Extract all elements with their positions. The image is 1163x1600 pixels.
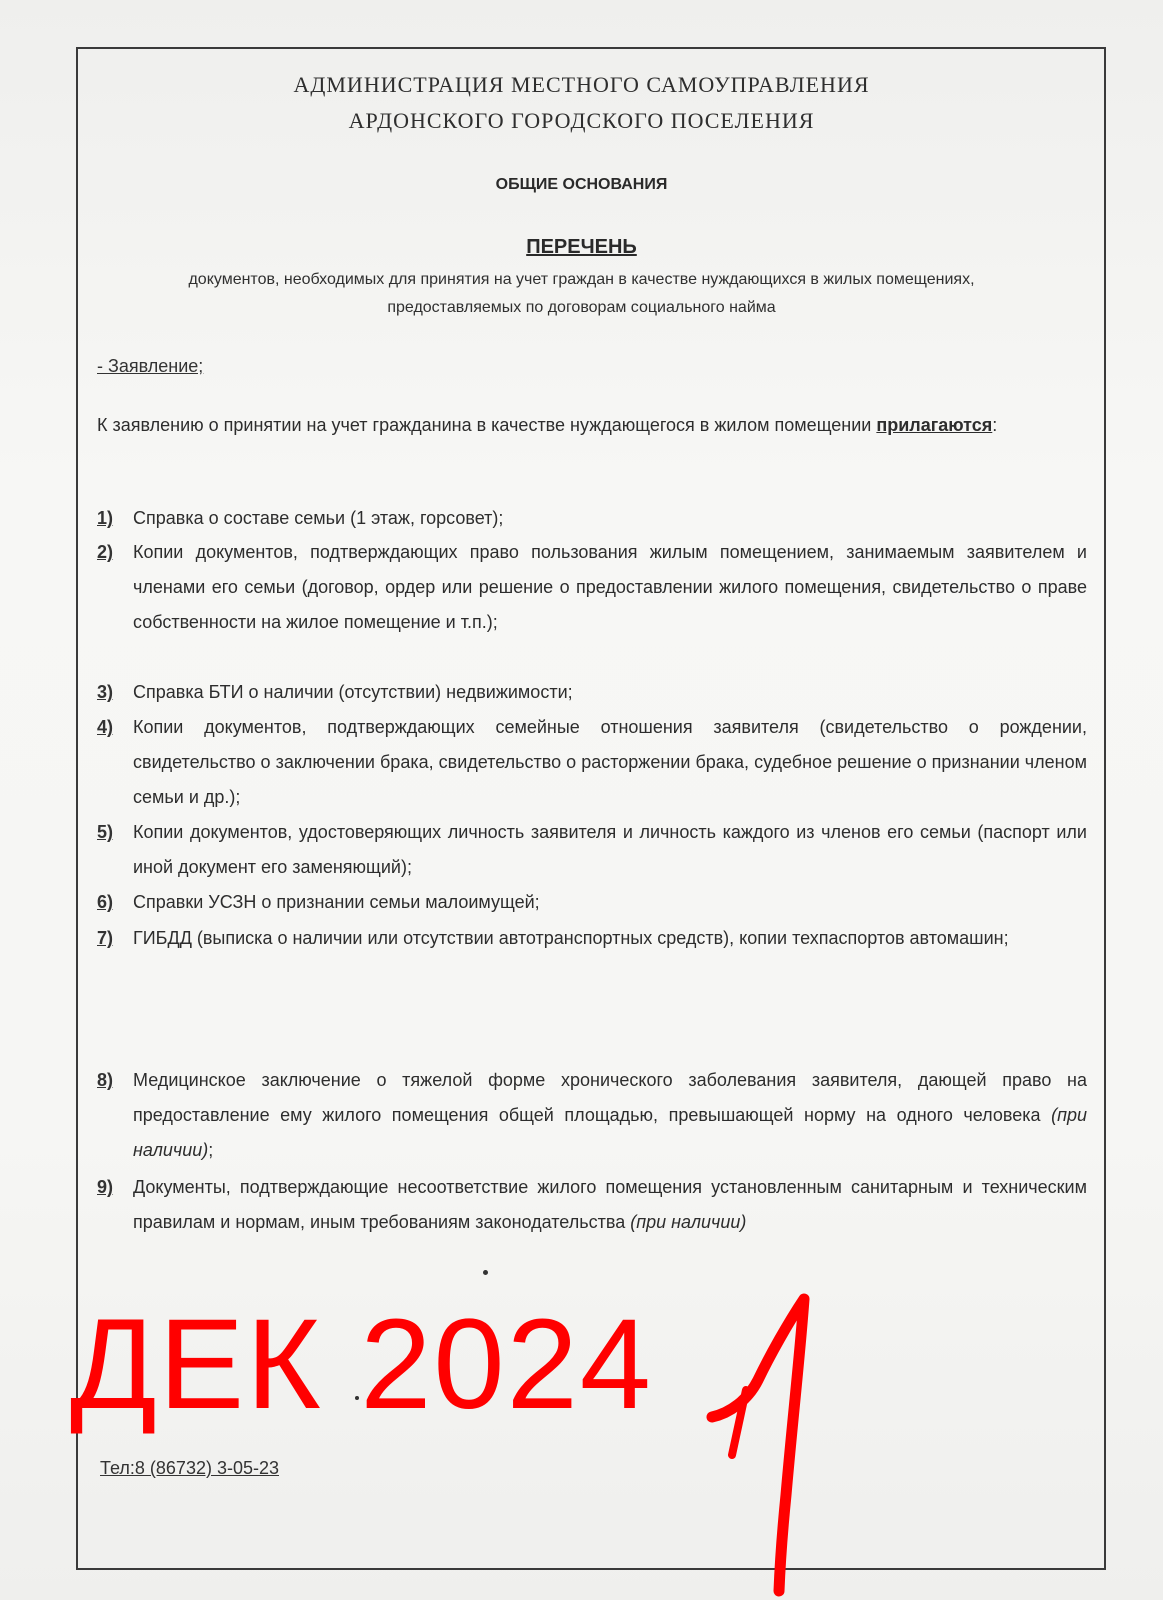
section-heading: ОБЩИЕ ОСНОВАНИЯ <box>495 176 668 193</box>
item-text: Справки УСЗН о признании семьи малоимущей; <box>133 892 540 912</box>
item-number: 4) <box>97 717 114 737</box>
list-item <box>97 885 1087 920</box>
item-text: Копии документов, удостоверяющих личность заявителя и личность каждого из членов его семьи (паспорт или иной документ его заменяющий); <box>133 822 1087 877</box>
item-text: Копии документов, подтверждающих семейные отношения заявителя (свидетельство о рождении, свидетельство о заключении брака, свидетельство о расторжении брака, судебное решение о признании членом семьи и др.); <box>133 717 1087 807</box>
handwritten-mark <box>700 1285 820 1600</box>
item-number: 1) <box>97 508 114 528</box>
list-title: ПЕРЕЧЕНЬ <box>526 236 637 258</box>
item-number: 8) <box>97 1070 114 1090</box>
list-item <box>97 535 1087 640</box>
item-number: 9) <box>97 1177 114 1197</box>
list-item <box>97 1063 1087 1168</box>
phone-number: Тел:8 (86732) 3-05-23 <box>100 1458 279 1478</box>
intro-paragraph <box>97 407 1087 443</box>
item-number: 3) <box>97 682 114 702</box>
org-name-line-1: АДМИНИСТРАЦИЯ МЕСТНОГО САМОУПРАВЛЕНИЯ <box>293 72 870 97</box>
item-number: 6) <box>97 892 114 912</box>
intro-bold: прилагаются <box>876 415 993 435</box>
item-text: Справка БТИ о наличии (отсутствии) недвижимости; <box>133 682 573 702</box>
intro-end: : <box>992 415 998 435</box>
application-line: - Заявление; <box>97 356 204 376</box>
item-text: ГИБДД (выписка о наличии или отсутствии автотранспортных средств), копии техпаспортов автомашин; <box>133 928 1009 948</box>
list-item <box>97 921 1087 956</box>
list-item <box>97 815 1087 885</box>
item-number: 2) <box>97 542 114 562</box>
paper-speck <box>483 1270 488 1275</box>
item-number: 5) <box>97 822 114 842</box>
item-text: Документы, подтверждающие несоответствие жилого помещения установленным санитарным и техническим правилам и нормам, иным требованиям законодательства (при наличии) <box>133 1177 1087 1232</box>
item-note: (при наличии) <box>630 1212 747 1232</box>
item-number: 7) <box>97 928 114 948</box>
item-text: Медицинское заключение о тяжелой форме хронического заболевания заявителя, дающей право на предоставление ему жилого помещения общей площадью, превышающей норму на одного человека (при наличии); <box>133 1070 1087 1160</box>
list-item <box>97 501 1087 536</box>
intro-text: К заявлению о принятии на учет гражданина в качестве нуждающегося в жилом помещении <box>97 415 877 435</box>
list-subtitle: документов, необходимых для принятия на учет граждан в качестве нуждающихся в жилых помещениях, предоставляемых по договорам социального найма <box>188 271 975 316</box>
item-note: (при наличии) <box>133 1105 1087 1160</box>
item-text: Копии документов, подтверждающих право пользования жилым помещением, занимаемым заявителем и членами его семьи (договор, ордер или решение о предоставлении жилого помещения, свидетельство о праве собственности на жилое помещение и т.п.); <box>133 542 1087 632</box>
org-name-line-2: АРДОНСКОГО ГОРОДСКОГО ПОСЕЛЕНИЯ <box>348 108 815 133</box>
list-item <box>97 710 1087 815</box>
date-stamp: ДЕК 2024 <box>70 1293 653 1436</box>
list-item <box>97 1170 1087 1240</box>
list-item <box>97 675 1087 710</box>
item-text: Справка о составе семьи (1 этаж, горсовет); <box>133 508 504 528</box>
